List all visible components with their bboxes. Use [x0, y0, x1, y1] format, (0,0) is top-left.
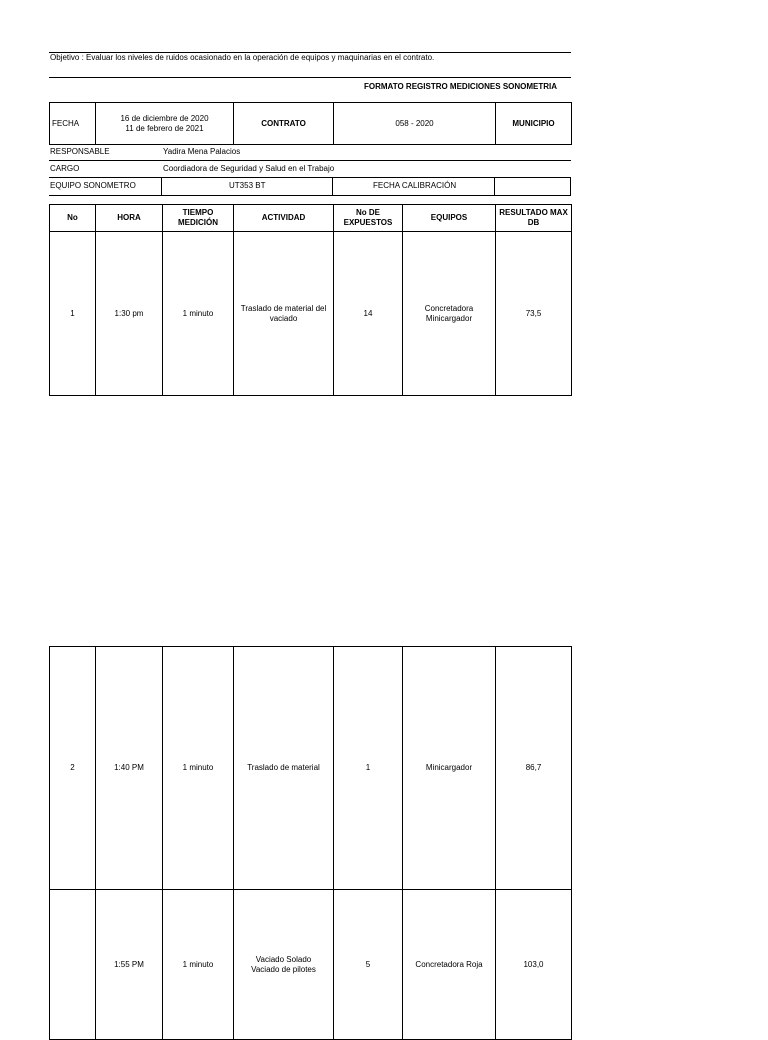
row-resultado: 86,7	[496, 647, 572, 890]
column-header-row	[50, 205, 572, 232]
equipo-value: UT353 BT	[229, 181, 266, 190]
row-actividad: Traslado de material	[234, 647, 334, 890]
row-tiempo: 1 minuto	[163, 647, 234, 890]
equipo-label: EQUIPO SONOMETRO	[50, 181, 136, 190]
fecha-line-1: 16 de diciembre de 2020	[120, 113, 209, 123]
row-expuestos: 1	[334, 647, 403, 890]
info-rule-3	[49, 195, 571, 196]
calibracion-label: FECHA CALIBRACIÓN	[373, 181, 457, 190]
row-tiempo: 1 minuto	[163, 232, 234, 396]
col-expuestos-line-2: EXPUESTOS	[343, 218, 393, 227]
row-equipos: Concretadora Roja	[403, 890, 496, 1040]
col-tiempo	[163, 205, 234, 232]
row-actividad	[234, 232, 334, 396]
measurements-table-continued	[49, 646, 572, 1040]
municipio-label: MUNICIPIO	[496, 103, 572, 145]
col-tiempo-line-1: TIEMPO	[182, 208, 214, 217]
row-hora: 1:40 PM	[96, 647, 163, 890]
col-resultado-line-2: DB	[527, 218, 540, 227]
row-no: 1	[50, 232, 96, 396]
row-equipos-line-1: Concretadora	[424, 303, 474, 313]
row-equipos	[403, 232, 496, 396]
info-rule-1	[49, 160, 571, 161]
col-expuestos-line-1: No DE	[356, 208, 380, 217]
responsable-value: Yadira Mena Palacios	[163, 147, 241, 156]
col-equipos: EQUIPOS	[403, 205, 496, 232]
row-expuestos: 14	[334, 232, 403, 396]
col-tiempo-line-2: MEDICIÓN	[178, 218, 218, 227]
col-resultado	[496, 205, 572, 232]
col-expuestos	[334, 205, 403, 232]
row-actividad-line-2: Vaciado de pilotes	[251, 964, 316, 974]
row-tiempo: 1 minuto	[163, 890, 234, 1040]
objective-rule	[49, 77, 571, 78]
fecha-label: FECHA	[50, 103, 96, 145]
row-equipos: Minicargador	[403, 647, 496, 890]
col-no: No	[50, 205, 96, 232]
format-title: FORMATO REGISTRO MEDICIONES SONOMETRIA	[364, 82, 558, 91]
row-no: 2	[50, 647, 96, 890]
row-actividad-line-1: Vaciado Solado	[255, 954, 312, 964]
table-row	[50, 890, 572, 1040]
row-actividad-line-1: Traslado de material del	[240, 303, 327, 313]
col-actividad: ACTIVIDAD	[234, 205, 334, 232]
cargo-value: Coordiadora de Seguridad y Salud en el Trabajo	[163, 164, 335, 173]
cargo-label: CARGO	[50, 164, 80, 173]
measurements-table	[49, 204, 572, 396]
row-equipos-line-2: Minicargador	[425, 313, 473, 323]
row-actividad-line-2: vaciado	[269, 313, 298, 323]
row-resultado: 73,5	[496, 232, 572, 396]
header-table	[49, 102, 572, 145]
responsable-label: RESPONSABLE	[50, 147, 110, 156]
objective-text: Objetivo : Evaluar los niveles de ruidos ocasionado en la operación de equipos y maquinarias en el contrato.	[50, 53, 435, 62]
row-hora: 1:55 PM	[96, 890, 163, 1040]
col-resultado-line-1: RESULTADO MAX	[499, 208, 568, 217]
table-row	[50, 232, 572, 396]
contrato-value: 058 - 2020	[334, 103, 496, 145]
row-no	[50, 890, 96, 1040]
table-row	[50, 647, 572, 890]
fecha-value	[96, 103, 234, 145]
row-actividad	[234, 890, 334, 1040]
col-hora: HORA	[96, 205, 163, 232]
fecha-line-2: 11 de febrero de 2021	[125, 123, 204, 133]
row-hora: 1:30 pm	[96, 232, 163, 396]
row-expuestos: 5	[334, 890, 403, 1040]
row-resultado: 103,0	[496, 890, 572, 1040]
contrato-label: CONTRATO	[234, 103, 334, 145]
